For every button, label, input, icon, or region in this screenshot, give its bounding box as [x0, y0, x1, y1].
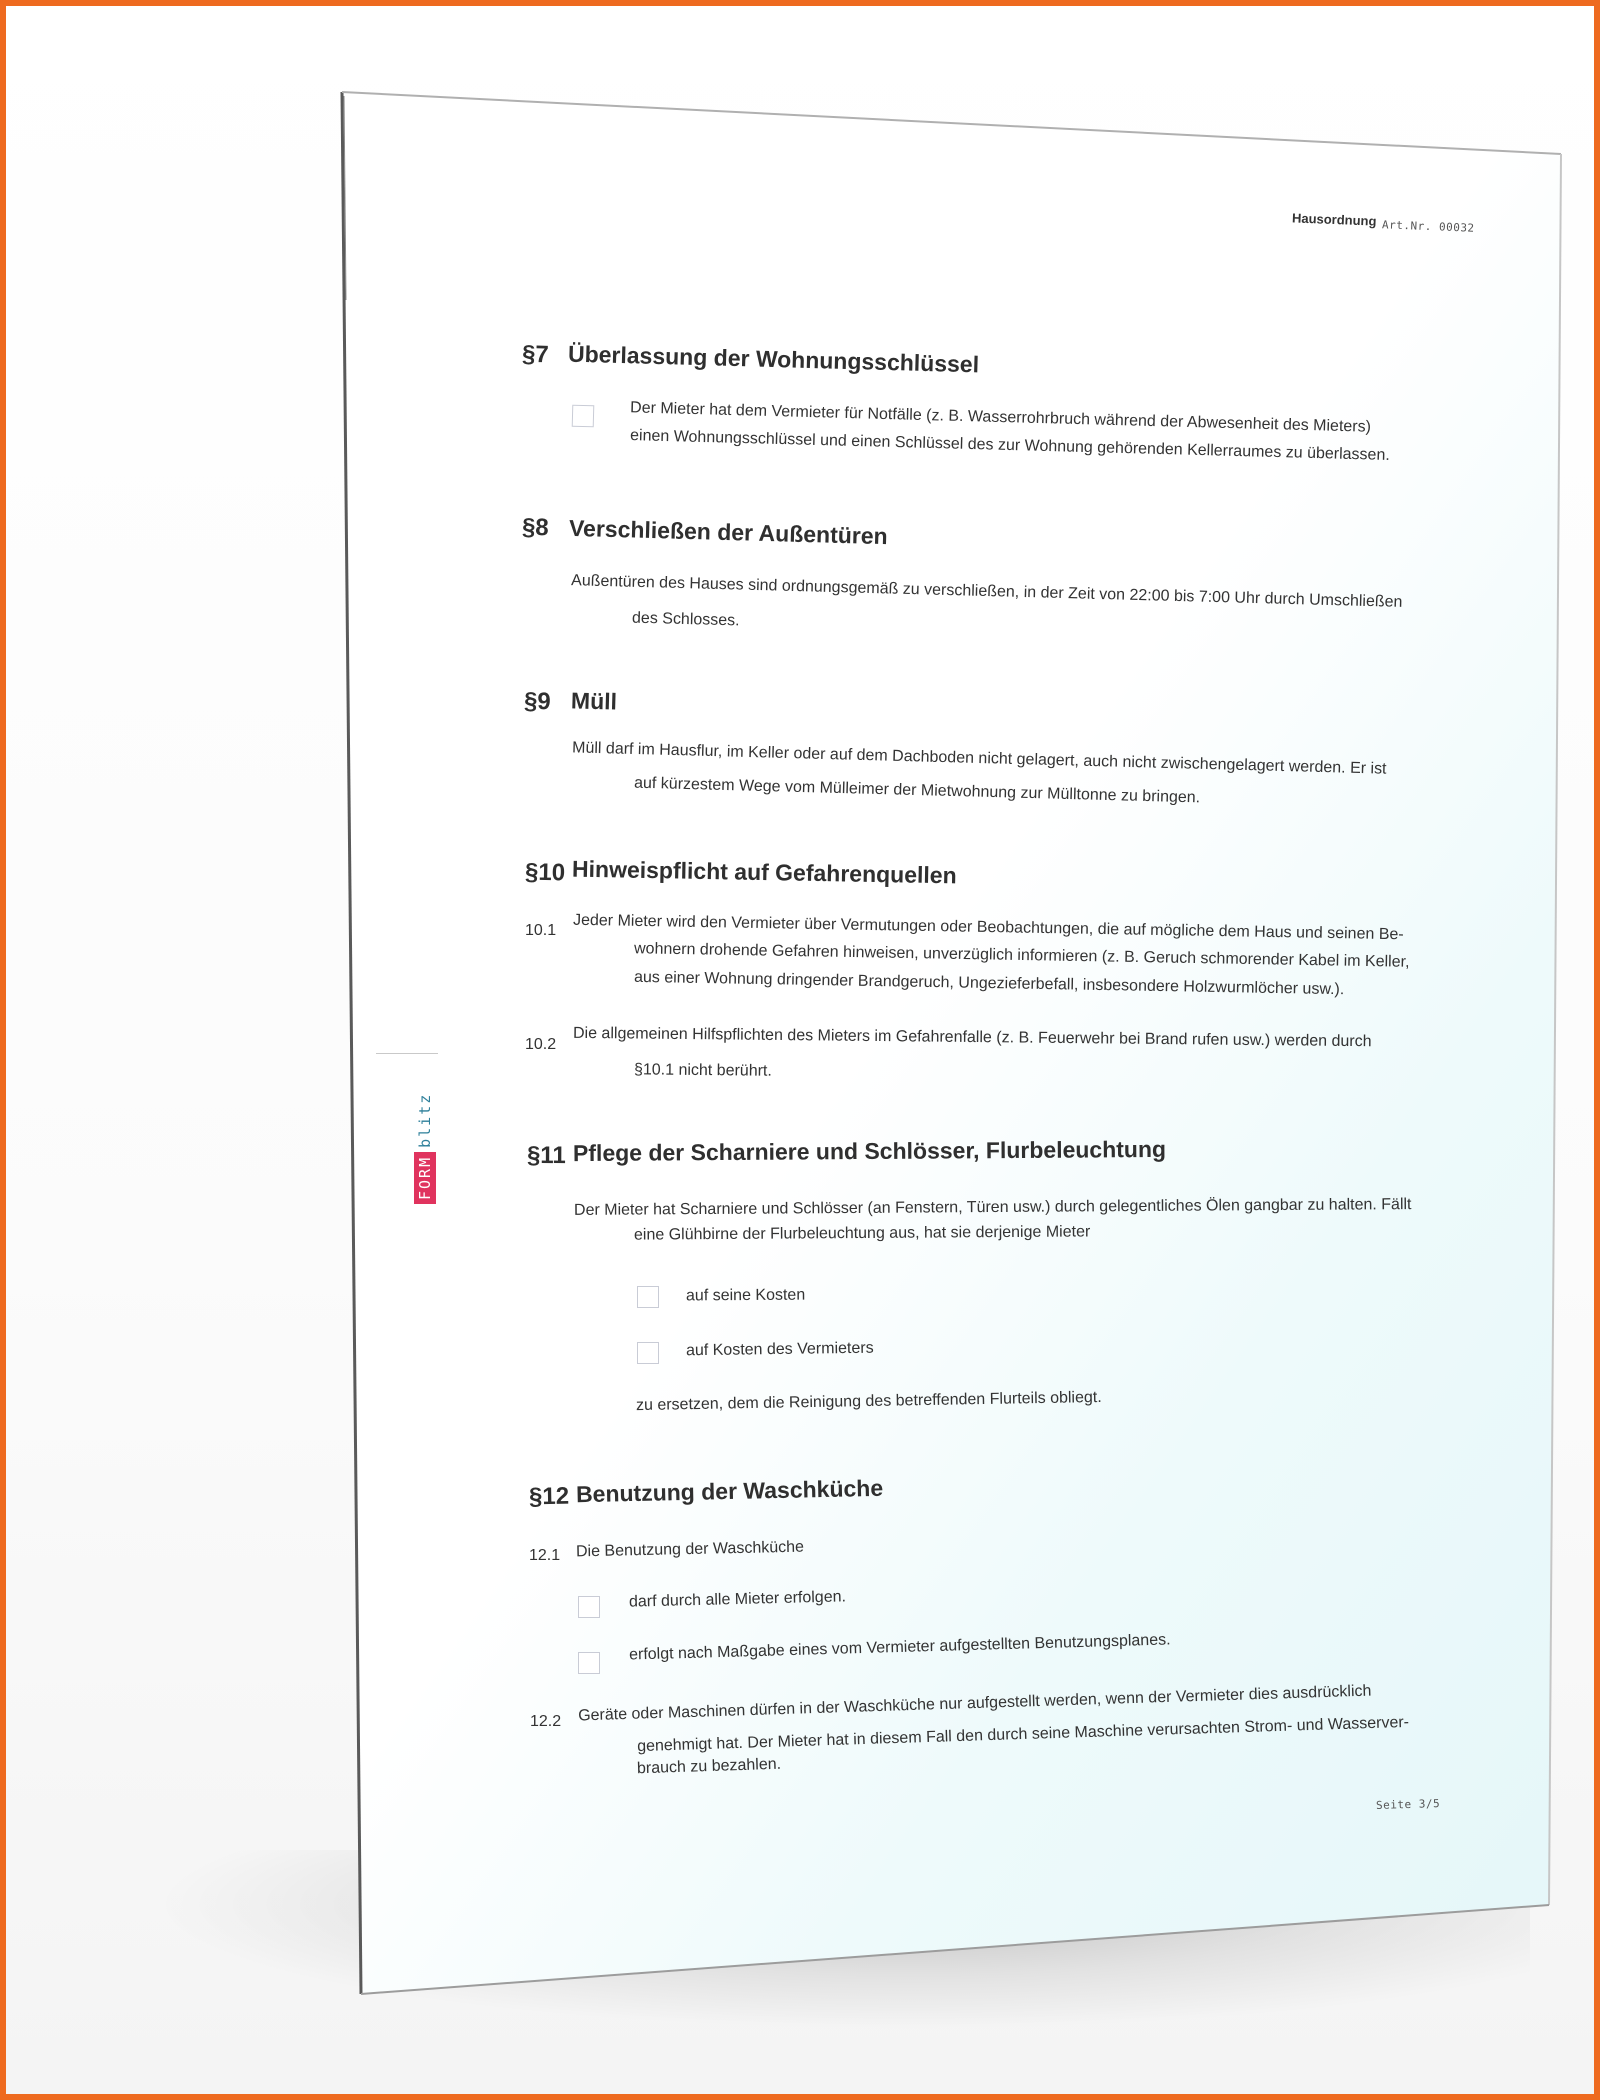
section-12-option-2-label: erfolgt nach Maßgabe eines vom Vermieter aufgestellten Benutzungsplanes. — [628, 1631, 1171, 1664]
section-12-2-line-3: brauch zu bezahlen. — [636, 1755, 782, 1778]
section-11-number: §11 — [526, 1141, 566, 1170]
section-7-line-1: Der Mieter hat dem Vermieter für Notfälle (z. B. Wasserrohrbruch während der Abwesenheit des Mieters) — [629, 399, 1372, 436]
formblitz-logo — [414, 1056, 436, 1204]
logo-blitz-text: blitz — [416, 1092, 434, 1148]
logo-rule — [376, 1053, 438, 1054]
section-12-2-number: 12.2 — [530, 1713, 562, 1730]
section-11-line-2: eine Glühbirne der Flurbeleuchtung aus, hat sie derjenige Mieter — [633, 1223, 1091, 1244]
section-11-option-1-checkbox[interactable] — [637, 1286, 659, 1308]
section-7-title: Überlassung der Wohnungsschlüssel — [567, 340, 980, 378]
section-8-title: Verschließen der Außentüren — [568, 514, 888, 550]
section-12-option-2-checkbox[interactable] — [578, 1652, 600, 1674]
section-12-option-1-label: darf durch alle Mieter erfolgen. — [628, 1588, 847, 1611]
section-10-2-line-2: §10.1 nicht berührt. — [633, 1061, 772, 1080]
section-12-option-1-checkbox[interactable] — [578, 1596, 600, 1618]
section-12-1-number: 12.1 — [529, 1547, 561, 1564]
section-10-1-line-1: Jeder Mieter wird den Vermieter über Vermutungen oder Beobachtungen, die auf mögliche dem Haus und seinen Be- — [572, 911, 1404, 944]
section-10-title: Hinweispflicht auf Gefahrenquellen — [571, 855, 957, 889]
section-11-line-1: Der Mieter hat Scharniere und Schlösser (an Fenstern, Türen usw.) durch gelegentliches Ölen gangbar zu halten. Fällt — [573, 1196, 1412, 1219]
section-9-line-2: auf kürzestem Wege vom Mülleimer der Mietwohnung zur Mülltonne zu bringen. — [633, 774, 1201, 807]
header-art-nr: Art.Nr. 00032 — [1381, 218, 1475, 235]
section-8-line-2: des Schlosses. — [631, 609, 740, 630]
section-10-1-number: 10.1 — [525, 922, 557, 939]
section-12-number: §12 — [528, 1482, 570, 1511]
section-12-title: Benutzung der Waschküche — [575, 1474, 884, 1508]
section-7-checkbox[interactable] — [572, 405, 595, 428]
section-7-number: §7 — [521, 340, 550, 369]
section-12-1-text: Die Benutzung der Waschküche — [575, 1538, 805, 1561]
section-10-1-line-3: aus einer Wohnung dringender Brandgeruch, Ungezieferbefall, insbesondere Holzwurmlöcher usw.). — [633, 968, 1345, 999]
section-12-2-line-1: Geräte oder Maschinen dürfen in der Waschküche nur aufgestellt werden, wenn der Vermieter dies ausdrücklich — [577, 1682, 1372, 1725]
section-11-option-2-checkbox[interactable] — [637, 1342, 659, 1364]
section-9-number: §9 — [523, 687, 552, 716]
section-10-1-line-2: wohnern drohende Gefahren hinweisen, unverzüglich informieren (z. B. Geruch schmorender Kabel im Keller, — [633, 940, 1410, 971]
section-11-closing: zu ersetzen, dem die Reinigung des betreffenden Flurteils obliegt. — [635, 1388, 1102, 1415]
section-9-line-1: Müll darf im Hausflur, im Keller oder auf dem Dachboden nicht gelagert, auch nicht zwischengelagert werden. Er ist — [571, 739, 1387, 778]
section-8-number: §8 — [521, 513, 550, 542]
logo-form-text: FORM — [414, 1152, 436, 1204]
section-9-title: Müll — [570, 687, 618, 715]
section-10-2-number: 10.2 — [525, 1036, 557, 1053]
section-7-line-2: einen Wohnungsschlüssel und einen Schlüssel des zur Wohnung gehörenden Kellerraumes zu überlassen. — [629, 427, 1390, 464]
section-11-title: Pflege der Scharniere und Schlösser, Flurbeleuchtung — [572, 1135, 1167, 1167]
header-title: Hausordnung — [1291, 210, 1377, 229]
section-12-2-line-2: genehmigt hat. Der Mieter hat in diesem Fall den durch seine Maschine verursachten Strom- und Wasserver- — [636, 1713, 1410, 1756]
section-10-number: §10 — [524, 858, 566, 887]
page-number: Seite 3/5 — [1375, 1796, 1441, 1813]
section-11-option-2-label: auf Kosten des Vermieters — [685, 1339, 874, 1360]
section-11-option-1-label: auf seine Kosten — [685, 1286, 806, 1305]
section-10-2-line-1: Die allgemeinen Hilfspflichten des Mieters im Gefahrenfalle (z. B. Feuerwehr bei Brand rufen usw.) werden durch — [572, 1024, 1372, 1051]
section-8-line-1: Außentüren des Hauses sind ordnungsgemäß zu verschließen, in der Zeit von 22:00 bis 7:00 Uhr durch Umschließen — [570, 572, 1403, 611]
